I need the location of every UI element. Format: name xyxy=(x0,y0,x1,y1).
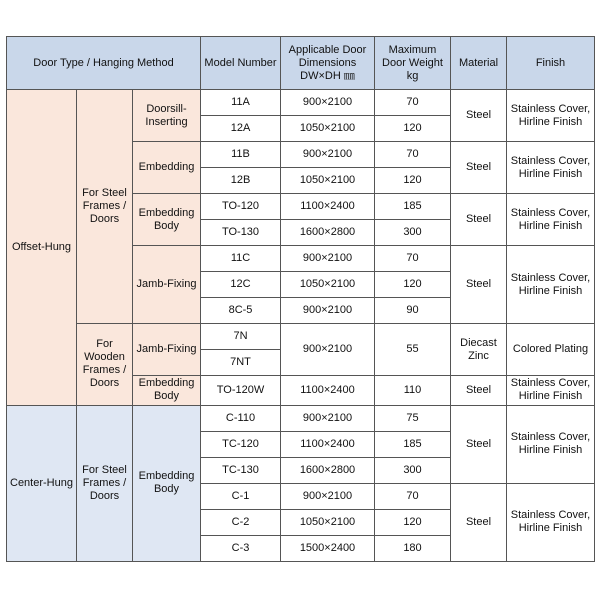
model-cell: 12C xyxy=(201,272,281,298)
dims-cell: 1050×2100 xyxy=(281,168,375,194)
group-offset-hung: Offset-Hung xyxy=(7,90,77,406)
model-cell: 8C-5 xyxy=(201,298,281,324)
dims-cell: 1100×2400 xyxy=(281,431,375,457)
dims-cell: 1600×2800 xyxy=(281,220,375,246)
method-jamb-fixing: Jamb-Fixing xyxy=(133,246,201,324)
weight-cell: 120 xyxy=(375,116,451,142)
spec-table xyxy=(6,36,595,562)
dims-cell: 900×2100 xyxy=(281,483,375,509)
dims-cell: 1050×2100 xyxy=(281,116,375,142)
weight-cell: 55 xyxy=(375,324,451,376)
method-doorsill: Doorsill-Inserting xyxy=(133,90,201,142)
header-row xyxy=(7,37,595,90)
finish-cell: Stainless Cover, Hirline Finish xyxy=(507,405,595,483)
model-cell: TO-120 xyxy=(201,194,281,220)
weight-cell: 110 xyxy=(375,376,451,406)
material-cell: Steel xyxy=(451,405,507,483)
model-cell: 12A xyxy=(201,116,281,142)
model-cell: 11B xyxy=(201,142,281,168)
material-cell: Steel xyxy=(451,194,507,246)
group-steel-frames: For Steel Frames / Doors xyxy=(77,405,133,561)
header-dimensions-unit: DW×DH ㎜ xyxy=(300,69,355,82)
finish-cell: Colored Plating xyxy=(507,324,595,376)
model-cell: TO-130 xyxy=(201,220,281,246)
group-steel-frames: For Steel Frames / Doors xyxy=(77,90,133,324)
weight-cell: 180 xyxy=(375,535,451,561)
header-material: Material xyxy=(451,37,507,90)
model-cell: C-110 xyxy=(201,405,281,431)
dims-cell: 900×2100 xyxy=(281,142,375,168)
table-row xyxy=(7,324,595,350)
model-cell: TC-130 xyxy=(201,457,281,483)
weight-cell: 185 xyxy=(375,431,451,457)
header-weight-unit: kg xyxy=(406,69,419,82)
group-wooden-frames: For Wooden Frames / Doors xyxy=(77,324,133,406)
weight-cell: 70 xyxy=(375,246,451,272)
weight-cell: 120 xyxy=(375,272,451,298)
weight-cell: 185 xyxy=(375,194,451,220)
model-cell: C-2 xyxy=(201,509,281,535)
weight-cell: 300 xyxy=(375,220,451,246)
material-cell: Steel xyxy=(451,246,507,324)
method-jamb-fixing: Jamb-Fixing xyxy=(133,324,201,376)
dims-cell: 1050×2100 xyxy=(281,509,375,535)
dims-cell: 900×2100 xyxy=(281,324,375,376)
weight-cell: 120 xyxy=(375,509,451,535)
header-dimensions-label: Applicable Door Dimensions xyxy=(288,43,367,69)
material-cell: Steel xyxy=(451,142,507,194)
finish-cell: Stainless Cover, Hirline Finish xyxy=(507,483,595,561)
table-row xyxy=(7,405,595,431)
header-dimensions xyxy=(281,37,375,90)
finish-cell: Stainless Cover, Hirline Finish xyxy=(507,246,595,324)
model-cell: TO-120W xyxy=(201,376,281,406)
weight-cell: 120 xyxy=(375,168,451,194)
header-weight xyxy=(375,37,451,90)
model-cell: 11C xyxy=(201,246,281,272)
table-row xyxy=(7,90,595,116)
header-door-type: Door Type / Hanging Method xyxy=(7,37,201,90)
dims-cell: 900×2100 xyxy=(281,90,375,116)
method-embedding-body: Embedding Body xyxy=(133,194,201,246)
finish-cell: Stainless Cover, Hirline Finish xyxy=(507,142,595,194)
dims-cell: 1100×2400 xyxy=(281,376,375,406)
model-cell: 7N xyxy=(201,324,281,350)
header-weight-label: Maximum Door Weight xyxy=(382,43,443,69)
dims-cell: 900×2100 xyxy=(281,298,375,324)
weight-cell: 75 xyxy=(375,405,451,431)
weight-cell: 70 xyxy=(375,142,451,168)
weight-cell: 70 xyxy=(375,483,451,509)
material-cell: Diecast Zinc xyxy=(451,324,507,376)
group-center-hung: Center-Hung xyxy=(7,405,77,561)
header-finish: Finish xyxy=(507,37,595,90)
model-cell: 7NT xyxy=(201,350,281,376)
weight-cell: 90 xyxy=(375,298,451,324)
weight-cell: 300 xyxy=(375,457,451,483)
dims-cell: 900×2100 xyxy=(281,246,375,272)
model-cell: 11A xyxy=(201,90,281,116)
dims-cell: 1600×2800 xyxy=(281,457,375,483)
method-embedding-body: Embedding Body xyxy=(133,405,201,561)
dims-cell: 1050×2100 xyxy=(281,272,375,298)
model-cell: TC-120 xyxy=(201,431,281,457)
weight-cell: 70 xyxy=(375,90,451,116)
method-embedding-body: Embedding Body xyxy=(133,376,201,406)
model-cell: C-1 xyxy=(201,483,281,509)
header-model: Model Number xyxy=(201,37,281,90)
finish-cell: Stainless Cover, Hirline Finish xyxy=(507,90,595,142)
dims-cell: 900×2100 xyxy=(281,405,375,431)
finish-cell: Stainless Cover, Hirline Finish xyxy=(507,194,595,246)
finish-cell: Stainless Cover, Hirline Finish xyxy=(507,376,595,406)
method-embedding: Embedding xyxy=(133,142,201,194)
model-cell: 12B xyxy=(201,168,281,194)
dims-cell: 1500×2400 xyxy=(281,535,375,561)
dims-cell: 1100×2400 xyxy=(281,194,375,220)
material-cell: Steel xyxy=(451,483,507,561)
model-cell: C-3 xyxy=(201,535,281,561)
material-cell: Steel xyxy=(451,90,507,142)
material-cell: Steel xyxy=(451,376,507,406)
